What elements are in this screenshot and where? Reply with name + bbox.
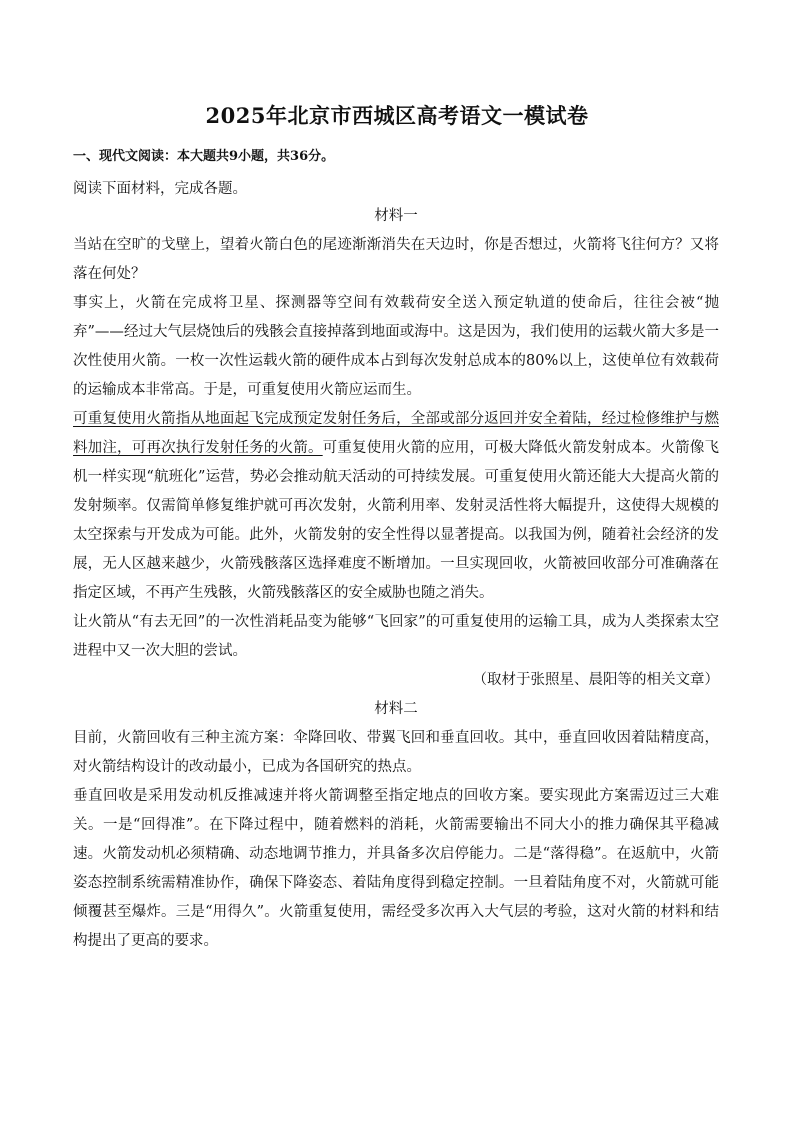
material-one-heading: 材料一 — [374, 208, 418, 224]
material-one-paragraph-3 — [73, 405, 719, 608]
section-heading: 一、现代文阅读：本大题共9小题，共36分。 — [73, 149, 335, 164]
material-two-paragraph-1: 目前，火箭回收有三种主流方案：伞降回收、带翼飞回和垂直回收。其中，垂直回收因着陆精度高，对火箭结构设计的改动最小，已成为各国研究的热点。 — [73, 730, 719, 775]
material-one-paragraph-4: 让火箭从“有去无回”的一次性消耗品变为能够“飞回家”的可重复使用的运输工具，成为人类探索太空进程中又一次大胆的尝试。 — [73, 614, 719, 659]
material-one-paragraph-1: 当站在空旷的戈壁上，望着火箭白色的尾迹渐渐消失在天边时，你是否想过，火箭将飞往何方？又将落在何处？ — [73, 237, 719, 282]
reading-passage — [73, 202, 719, 956]
underlined-definition: 可重复使用火箭指从地面起飞完成预定发射任务后，全部或部分返回并安全着陆，经过检修维护与燃料加注，可再次执行发射任务的火箭。 — [73, 411, 719, 456]
page-title: 2025年北京市西城区高考语文一模试卷 — [205, 103, 589, 128]
paragraph-3-rest: 可重复使用火箭的应用，可极大降低火箭发射成本。火箭像飞机一样实现“航班化”运营，势必会推动航天活动的可持续发展。可重复使用火箭还能大大提高火箭的发射频率。仅需简单修复维护就可再次发射，火箭利用率、发射灵活性将大幅提升，这使得大规模的太空探索与开发成为可能。此外，火箭发射的安全性得以显著提高。以我国为例，随着社会经济的发展，无人区越来越少，火箭残骸落区选择难度不断增加。一旦实现回收，火箭被回收部分可准确落在指定区域，不再产生残骸，火箭残骸落区的安全威胁也随之消失。 — [73, 440, 720, 601]
material-one-paragraph-2: 事实上，火箭在完成将卫星、探测器等空间有效载荷安全送入预定轨道的使命后，往往会被“抛弃”——经过大气层烧蚀后的残骸会直接掉落到地面或海中。这是因为，我们使用的运载火箭大多是一次性使用火箭。一枚一次性运载火箭的硬件成本占到每次发射总成本的80%以上，这使单位有效载荷的运输成本非常高。于是，可重复使用火箭应运而生。 — [73, 295, 719, 398]
reading-instruction: 阅读下面材料，完成各题。 — [73, 181, 247, 197]
material-two-paragraph-2: 垂直回收是采用发动机反推减速并将火箭调整至指定地点的回收方案。要实现此方案需迈过三大难关。一是“回得准”。在下降过程中，随着燃料的消耗，火箭需要输出不同大小的推力确保其平稳减速。火箭发动机必须精确、动态地调节推力，并具备多次启停能力。二是“落得稳”。在返航中，火箭姿态控制系统需精准协作，确保下降姿态、着陆角度得到稳定控制。一旦着陆角度不对，火箭就可能倾覆甚至爆炸。三是“用得久”。火箭重复使用，需经受多次再入大气层的考验，这对火箭的材料和结构提出了更高的要求。 — [73, 788, 719, 949]
material-one-source: （取材于张照星、晨阳等的相关文章） — [472, 672, 719, 688]
material-two-heading: 材料二 — [374, 701, 418, 717]
